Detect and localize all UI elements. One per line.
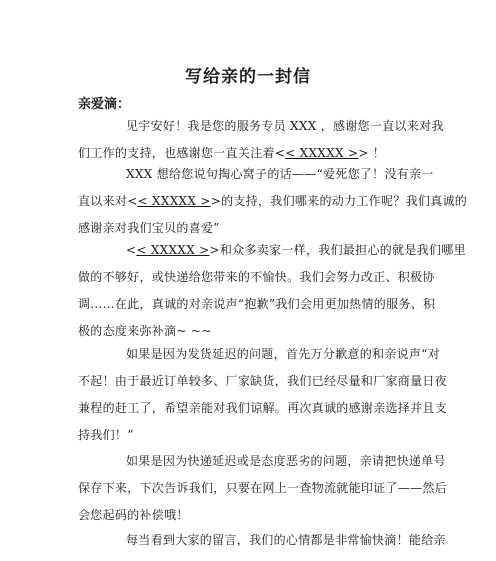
letter-title: 写给亲的一封信: [185, 67, 311, 87]
paragraph-line: 保存下来，下次告诉我们，只要在网上一查物流就能印证了——然后: [78, 481, 448, 495]
paragraph-line: 调……在此，真诚的对亲说声“抱歉”我们会用更加热情的服务、积: [78, 297, 436, 311]
paragraph-line: 直以来对<< XXXXX >>的支持，我们哪来的动力工作呢？我们真诚的: [78, 194, 468, 208]
paragraph-line: 如果是因为发货延迟的问题，首先万分歉意的和亲说声“对: [126, 347, 440, 361]
paragraph-line: 感谢亲对我们宝贝的喜爱”: [78, 221, 220, 235]
paragraph-line: XXX 想给您说句掏心窝子的话——“爱死您了！没有亲一: [126, 167, 434, 181]
paragraph-shipping-delay: [78, 341, 448, 449]
paragraph-line: 不起！由于最近订单较多、厂家缺货，我们已经尽量和厂家商量日夜: [78, 374, 448, 388]
paragraph-line: 如果是因为快递延迟或是态度恶劣的问题，亲请把快递单号: [126, 454, 446, 468]
shop-name-link[interactable]: < XXXXX >: [136, 243, 210, 257]
shop-name-link[interactable]: < XXXXX >: [285, 146, 359, 160]
paragraph-line: 做的不够好，或快递给您带来的不愉快。我们会努力改正、积极协: [78, 270, 435, 284]
paragraph-line: 们工作的支持，也感谢您一直关注着<< XXXXX >> ！: [78, 146, 386, 160]
paragraph-greeting: [78, 113, 444, 167]
paragraph-line: 每当看到大家的留言，我们的心情都是非常愉快滴！能给亲: [126, 533, 446, 547]
paragraph-line: 见宇安好！我是您的服务专员 XXX ，感谢您一直以来对我: [126, 119, 444, 133]
shop-name-link[interactable]: < XXXXX >: [137, 194, 211, 208]
paragraph-thanks: [78, 161, 468, 242]
paragraph-courier-issue: [78, 448, 448, 529]
paragraph-apology: [78, 237, 466, 345]
letter-salutation: 亲爱滴：: [78, 97, 131, 112]
paragraph-line: 持我们！”: [78, 428, 134, 442]
paragraph-line: << XXXXX >>和众多卖家一样，我们最担心的就是我们哪里: [126, 243, 466, 257]
paragraph-line: 兼程的赶工了，希望亲能对我们谅解。再次真诚的感谢亲选择并且支: [78, 401, 448, 415]
paragraph-closing: [78, 527, 446, 554]
paragraph-line: 会您起码的补偿哦！: [78, 508, 189, 522]
paragraph-line: 极的态度来弥补滴~ ~~: [78, 324, 212, 338]
